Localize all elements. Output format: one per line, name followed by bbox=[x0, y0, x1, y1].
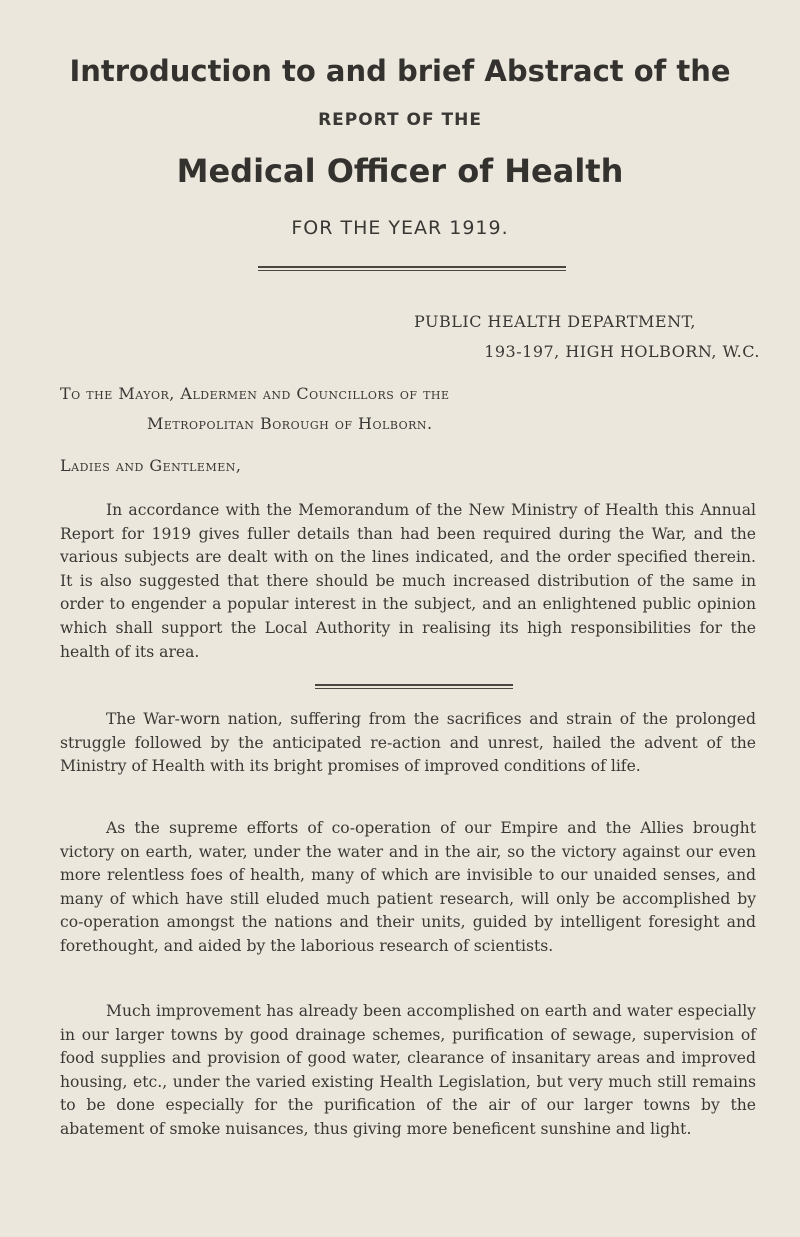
divider-rule bbox=[258, 266, 566, 271]
medical-officer-heading: Medical Officer of Health bbox=[176, 152, 624, 190]
paragraph-text: The War-worn nation, suffering from the sacrifices and strain of the prolonged struggle followed by the anticipated re-action and unrest, hailed the advent of the Ministry of Health with its bright promises of improved conditions of life. bbox=[60, 710, 756, 776]
report-year: FOR THE YEAR 1919. bbox=[291, 217, 509, 239]
document-title: Introduction to and brief Abstract of the bbox=[69, 54, 731, 88]
department-address-line1: PUBLIC HEALTH DEPARTMENT, bbox=[414, 312, 696, 331]
paragraph-text: In accordance with the Memorandum of the New Ministry of Health this Annual Report for 1919 gives fuller details than had been required during the War, and the various subjects are dealt with on the lines indicated, and the order specified therein. It is also suggested that there should be much increased distribution of the same in order to engender a popular interest in the subject, and an enlightened public opinion which shall support the Local Authority in realising its high responsibilities for the health of its area. bbox=[60, 501, 756, 661]
greeting: Ladies and Gentlemen, bbox=[60, 456, 242, 475]
body-paragraph bbox=[60, 708, 756, 779]
addressee-line1: To the Mayor, Aldermen and Councillors of the bbox=[60, 384, 450, 403]
department-address-line2: 193-197, HIGH HOLBORN, W.C. bbox=[484, 342, 760, 361]
paragraph-text: Much improvement has already been accomplished on earth and water especially in our larger towns by good drainage schemes, purification of sewage, supervision of food supplies and provision of good water, clearance of insanitary areas and improved housing, etc., under the varied existing Health Legislation, but very much still remains to be done especially for the purification of the air of our larger towns by the abatement of smoke nuisances, thus giving more beneficent sunshine and light. bbox=[60, 1002, 756, 1138]
paragraph-text: As the supreme efforts of co-operation of our Empire and the Allies brought victory on earth, water, under the water and in the air, so the victory against our even more relentless foes of health, many of which are invisible to our unaided senses, and many of which have still eluded much patient research, will only be accomplished by co-operation amongst the nations and their units, guided by intelligent foresight and forethought, and aided by the laborious research of scientists. bbox=[60, 819, 756, 955]
body-paragraph bbox=[60, 1000, 756, 1142]
report-of-line: REPORT OF THE bbox=[318, 110, 482, 130]
body-paragraph bbox=[60, 817, 756, 959]
divider-rule bbox=[315, 684, 513, 689]
addressee-line2: Metropolitan Borough of Holborn. bbox=[147, 414, 433, 433]
body-paragraph bbox=[60, 499, 756, 664]
